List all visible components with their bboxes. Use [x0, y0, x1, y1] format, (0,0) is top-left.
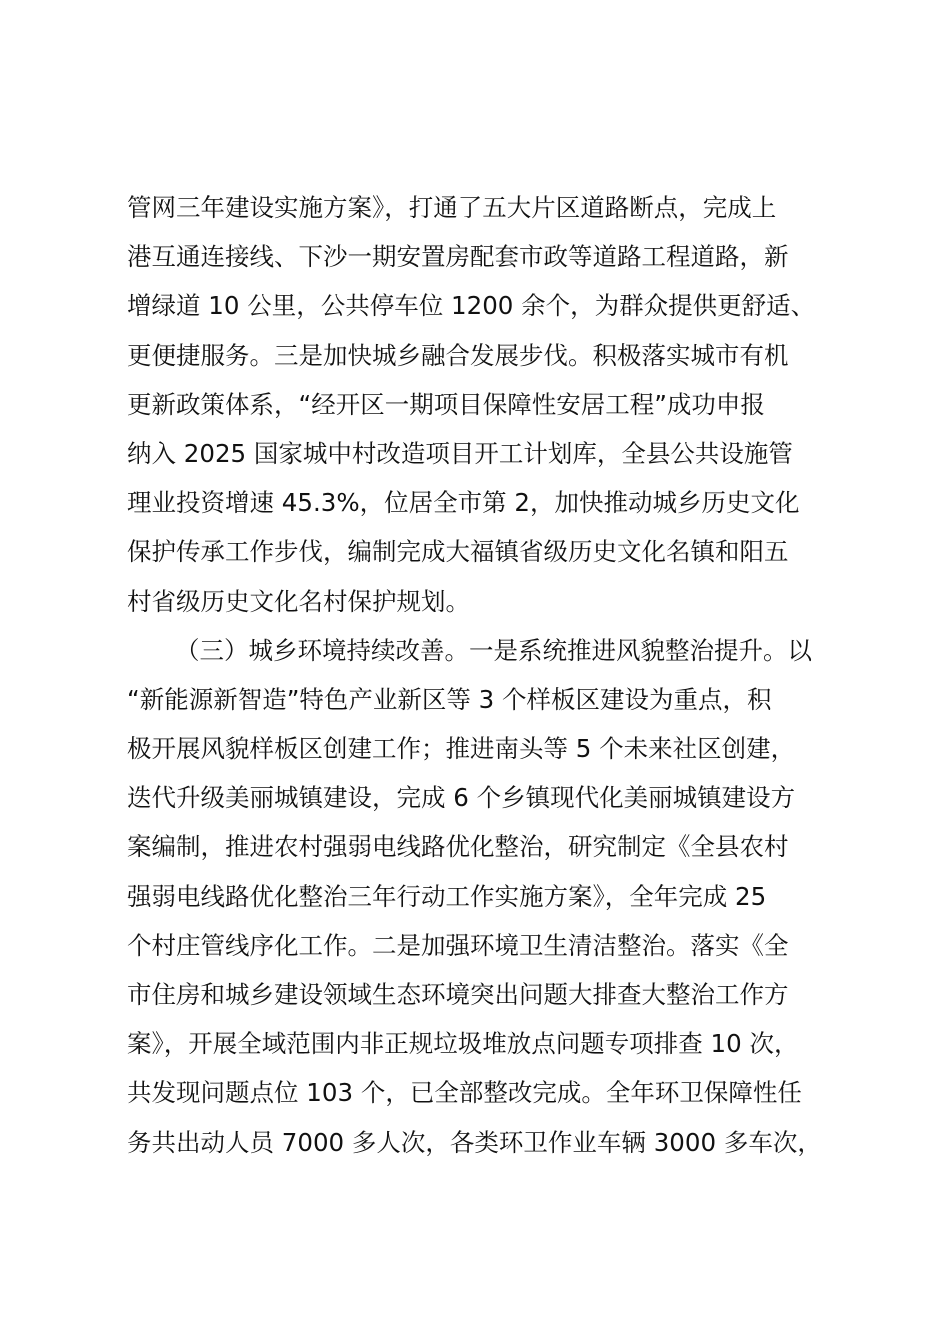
text-line-15: 强弱电线路优化整治三年行动工作实施方案》，全年完成 25 — [127, 881, 767, 911]
text-line-6: 纳入 2025 国家城中村改造项目开工计划库，全县公共设施管 — [127, 438, 793, 468]
text-line-5: 更新政策体系，“经开区一期项目保障性安居工程”成功申报 — [127, 389, 765, 419]
text-line-14: 案编制，推进农村强弱电线路优化整治，研究制定《全县农村 — [127, 832, 789, 862]
section-heading-line: （三）城乡环境持续改善。一是系统推进风貌整治提升。以 — [175, 635, 812, 665]
text-line-9: 村省级历史文化名村保护规划。 — [127, 586, 470, 616]
text-line-19: 共发现问题点位 103 个，已全部整改完成。全年环卫保障性任 — [127, 1078, 802, 1108]
text-line-17: 市住房和城乡建设领域生态环境突出问题大排查大整治工作方 — [127, 980, 789, 1009]
text-line-2: 港互通连接线、下沙一期安置房配套市政等道路工程道路，新 — [127, 242, 789, 272]
text-line-7: 理业投资增速 45.3%，位居全市第 2，加快推动城乡历史文化 — [127, 488, 800, 518]
text-line-12: 极开展风貌样板区创建工作；推进南头等 5 个未来社区创建， — [127, 734, 796, 764]
text-line-13: 迭代升级美丽城镇建设，完成 6 个乡镇现代化美丽城镇建设方 — [127, 783, 796, 813]
text-line-4: 更便捷服务。三是加快城乡融合发展步伐。积极落实城市有机 — [127, 340, 789, 370]
text-line-1: 管网三年建设实施方案》，打通了五大片区道路断点，完成上 — [127, 193, 777, 222]
body-text — [127, 183, 837, 1167]
text-line-8: 保护传承工作步伐，编制完成大福镇省级历史文化名镇和阳五 — [127, 537, 789, 567]
text-line-16: 个村庄管线序化工作。二是加强环境卫生清洁整治。落实《全 — [127, 930, 789, 960]
text-line-3: 增绿道 10 公里，公共停车位 1200 余个，为群众提供更舒适、 — [127, 291, 816, 321]
text-line-20: 务共出动人员 7000 多人次，各类环卫作业车辆 3000 多车次， — [127, 1127, 822, 1157]
text-line-18: 案》，开展全域范围内非正规垃圾堆放点问题专项排查 10 次， — [127, 1029, 799, 1059]
text-line-11: “新能源新智造”特色产业新区等 3 个样板区建设为重点，积 — [127, 684, 772, 714]
